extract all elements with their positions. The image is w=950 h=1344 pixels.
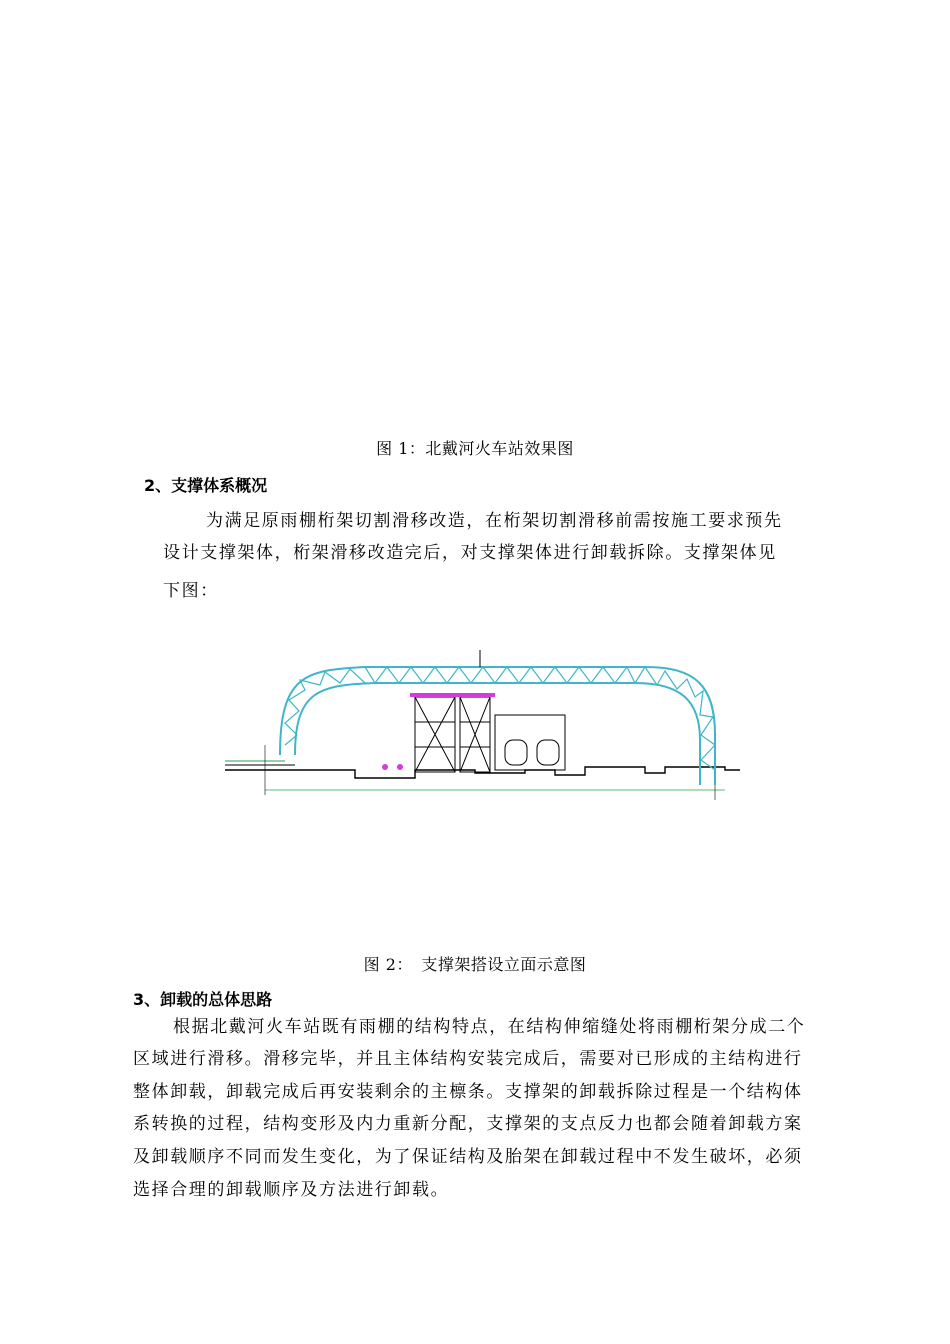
train-outline [505, 740, 559, 765]
section2-heading: 2、支撑体系概况 [144, 476, 268, 495]
truss-web [365, 667, 645, 683]
section3-line: 选择合理的卸载顺序及方法进行卸载。 [133, 1180, 450, 1200]
section3-line: 根据北戴河火车站既有雨棚的结构特点，在结构伸缩缝处将雨棚桁架分成二个 [173, 1017, 806, 1037]
support-tower [415, 697, 490, 772]
section2-line: 为满足原雨棚桁架切割滑移改造，在桁架切割滑移前需按施工要求预先 [206, 511, 783, 531]
support-frame-elevation-drawing [225, 645, 740, 805]
section2-line: 下图： [163, 581, 219, 601]
section3-line: 区域进行滑移。滑移完毕，并且主体结构安装完成后，需要对已形成的主结构进行 [133, 1049, 803, 1069]
section3-line: 系转换的过程，结构变形及内力重新分配，支撑架的支点反力也都会随着卸载方案 [133, 1114, 803, 1134]
section3-line: 整体卸载，卸载完成后再安装剩余的主檩条。支撑架的卸载拆除过程是一个结构体 [133, 1082, 803, 1102]
figure1-caption: 图 1：北戴河火车站效果图 [376, 439, 574, 458]
section3-line: 及卸载顺序不同而发生变化，为了保证结构及胎架在卸载过程中不发生破坏，必须 [133, 1147, 803, 1167]
figure2-caption: 图 2： 支撑架搭设立面示意图 [363, 955, 587, 974]
section2-line: 设计支撑架体，桁架滑移改造完后，对支撑架体进行卸载拆除。支撑架体见 [163, 543, 777, 563]
section3-heading: 3、卸载的总体思路 [133, 990, 273, 1009]
